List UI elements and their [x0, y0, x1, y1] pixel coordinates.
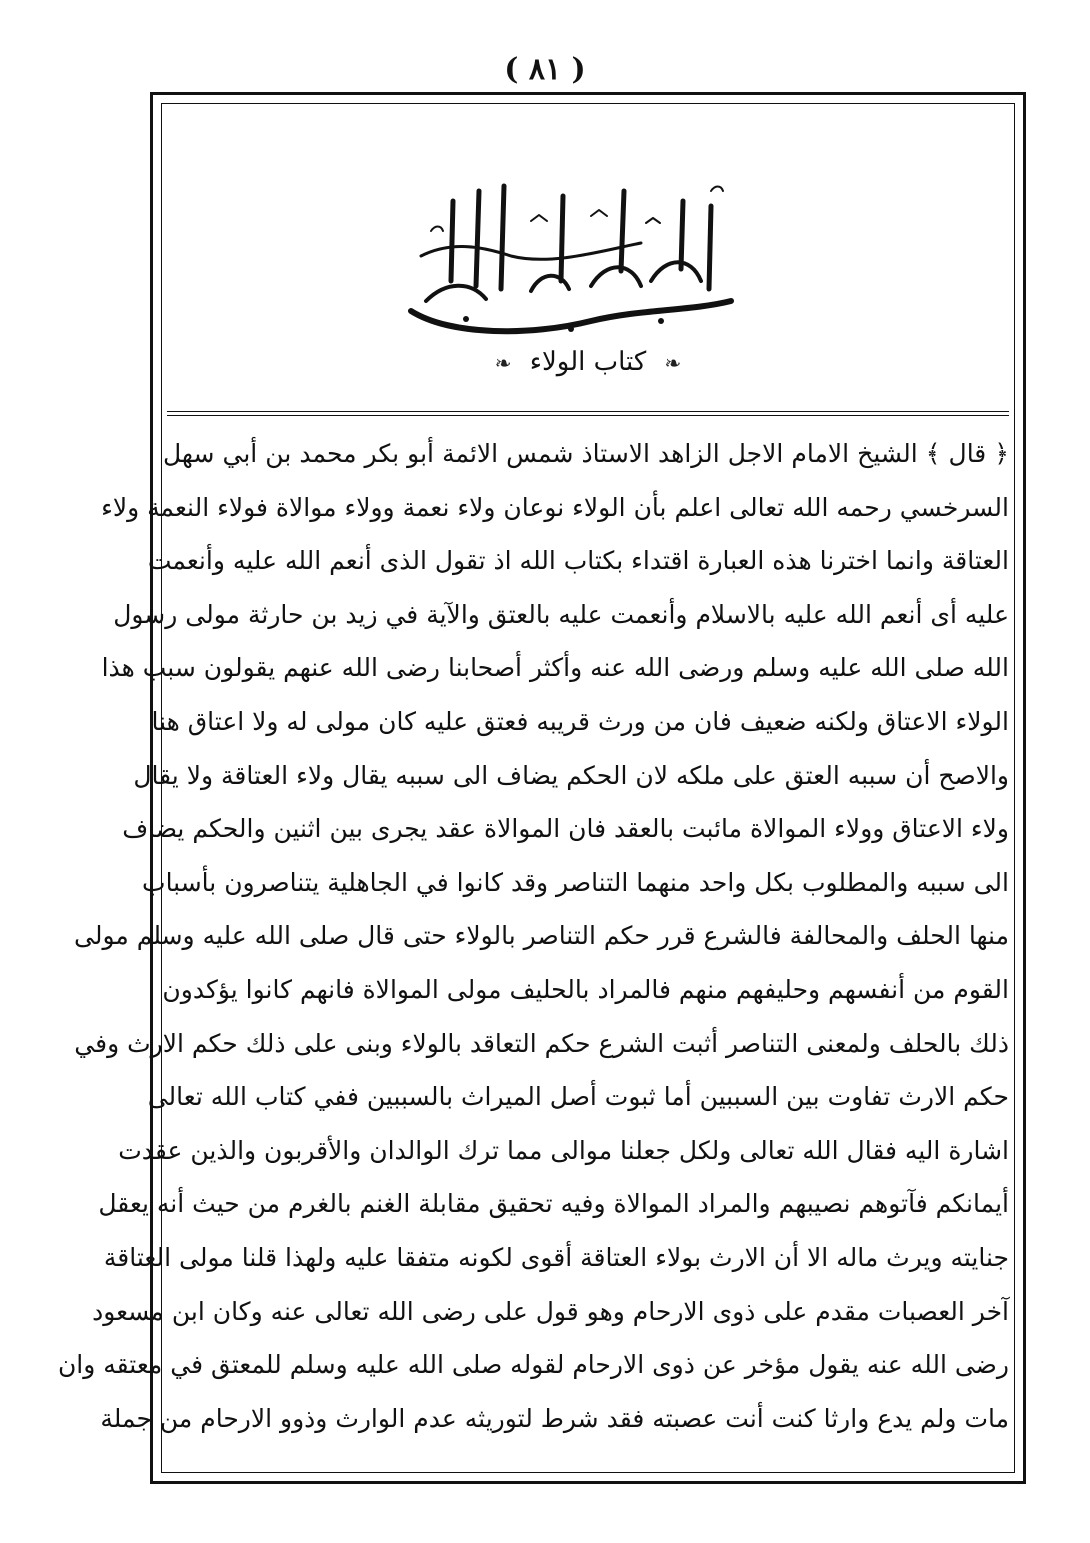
header-rule-double	[167, 415, 1009, 416]
text-line: الى سببه والمطلوب بكل واحد منهما التناصر وقد كانوا في الجاهلية يتناصرون بأسباب	[142, 867, 1009, 897]
basmala-calligraphy	[391, 161, 751, 341]
text-line: حكم الارث تفاوت بين السببين أما ثبوت أصل الميراث بالسببين ففي كتاب الله تعالى	[147, 1082, 1009, 1112]
text-line: العتاقة وانما اخترنا هذه العبارة اقتداء بكتاب الله اذ تقول الذى أنعم الله عليه وأنعمت	[147, 546, 1009, 576]
text-line: الله صلى الله عليه وسلم ورضى الله عنه وأكثر أصحابنا رضى الله عنهم يقولون سبب هذا	[101, 653, 1009, 683]
ornament-left-icon: ❧	[494, 351, 512, 375]
chapter-heading	[153, 347, 1023, 377]
text-line: ذلك بالحلف ولمعنى التناصر أثبت الشرع حكم التعاقد بالولاء وبنى على ذلك حكم الارث وفي	[74, 1028, 1009, 1058]
text-line: عليه أى أنعم الله عليه بالاسلام وأنعمت عليه بالعتق والآية في زيد بن حارثة مولى رسول	[113, 599, 1009, 629]
text-line: اشارة اليه فقال الله تعالى ولكل جعلنا موالى مما ترك الوالدان والأقربون والذين عقدت	[118, 1135, 1009, 1165]
text-line: ﴿ قال ﴾ الشيخ الامام الاجل الزاهد الاستاذ شمس الائمة أبو بكر محمد بن أبي سهل	[163, 439, 1009, 468]
body-text	[57, 427, 1009, 1445]
page-frame	[57, 92, 1026, 1484]
text-line: رضى الله عنه يقول مؤخر عن ذوى الارحام لقوله صلى الله عليه وسلم للمعتق في معتقه وان	[57, 1350, 1009, 1380]
page-number: ( ٨١ )	[504, 52, 586, 87]
text-line: جنايته ويرث ماله الا أن الارث بولاء العتاقة أقوى لكونه متفقا عليه ولهذا قلنا مولى العتاقة	[103, 1242, 1009, 1272]
chapter-title: كتاب الولاء	[529, 347, 647, 377]
text-line: منها الحلف والمحالفة فالشرع قرر حكم التناصر بالولاء حتى قال صلى الله عليه وسلم مولى	[73, 921, 1009, 951]
text-line: والاصح أن سببه العتق على ملكه لان الحكم يضاف الى سببه يقال ولاء العتاقة ولا يقال	[133, 760, 1009, 790]
ornament-right-icon: ❧	[664, 351, 682, 375]
text-line: السرخسي رحمه الله تعالى اعلم بأن الولاء نوعان ولاء نعمة وولاء موالاة فولاء النعمة ولاء	[101, 492, 1009, 522]
text-line: الولاء الاعتاق ولكنه ضعيف فان من ورث قريبه فعتق عليه كان مولى له ولا اعتاق هنا	[151, 706, 1009, 736]
text-line: آخر العصبات مقدم على ذوى الارحام وهو قول على رضى الله تعالى عنه وكان ابن مسعود	[92, 1296, 1009, 1326]
header-rule	[167, 411, 1009, 412]
text-line: ولاء الاعتاق وولاء الموالاة مائبت بالعقد فان الموالاة عقد يجرى بين اثنين والحكم يضاف	[122, 814, 1009, 844]
text-line: أيمانكم فآتوهم نصيبهم والمراد الموالاة وفيه تحقيق مقابلة الغنم بالغرم من حيث أنه يعقل	[98, 1189, 1009, 1219]
text-line: مات ولم يدع وارثا كنت أنت عصبته فقد شرط لتوريثه عدم الوارث وذوو الارحام من جملة	[100, 1403, 1009, 1433]
text-line: القوم من أنفسهم وحليفهم منهم فالمراد بالحليف مولى الموالاة فانهم كانوا يؤكدون	[162, 974, 1009, 1004]
